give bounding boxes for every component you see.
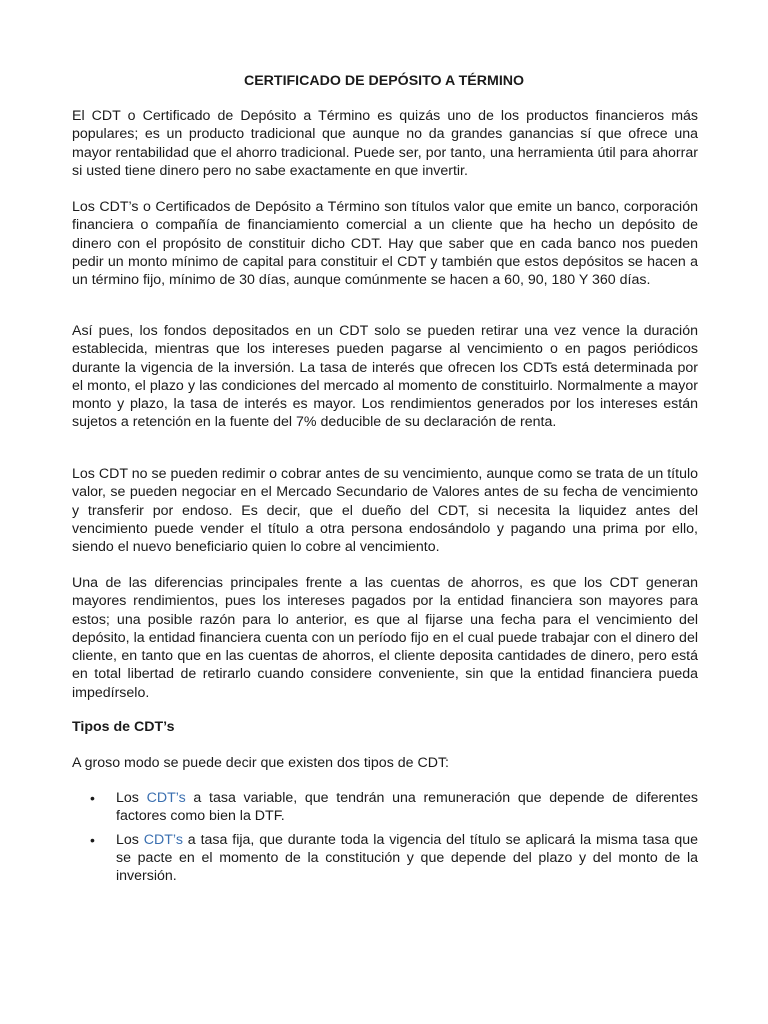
bullet-prefix: Los bbox=[116, 790, 147, 806]
cdt-link[interactable]: CDT’s bbox=[146, 790, 186, 806]
bullet-icon: • bbox=[90, 831, 95, 848]
document-title: CERTIFICADO DE DEPÓSITO A TÉRMINO bbox=[243, 73, 525, 89]
paragraph-intro: El CDT o Certificado de Depósito a Término es quizás uno de los productos financieros más populares; es un producto tradicional que aunque no da grandes ganancias sí que ofrece una mayor rentabilidad que el ahorro tradicional. Puede ser, por tanto, una herramienta útil para ahorrar si usted tiene dinero pero no sabe exactamente en que invertir. bbox=[72, 108, 698, 179]
bullet-text: a tasa variable, que tendrán una remuneración que depende de diferentes factores como bien la DTF. bbox=[116, 790, 698, 825]
paragraph-definition: Los CDT’s o Certificados de Depósito a Término son títulos valor que emite un banco, corporación financiera o compañía de financiamiento comercial a un cliente que ha hecho un depósito de dinero con el propósito de constituir dicho CDT. Hay que saber que en cada banco nos pueden pedir un monto mínimo de capital para constituir el CDT y también que estos depósitos se hacen a un término fijo, mínimo de 30 días, aunque comúnmente se hacen a 60, 90, 180 Y 360 días. bbox=[72, 199, 698, 289]
cdt-link[interactable]: CDT’s bbox=[143, 831, 183, 848]
bullet-text: a tasa fija, que durante toda la vigencia del título se aplicará la misma tasa que se pacte en el momento de la constitución y que depende del plazo y del monto de la inversión. bbox=[116, 831, 698, 885]
paragraph-funds: Así pues, los fondos depositados en un CDT solo se pueden retirar una vez vence la duración establecida, mientras que los intereses pueden pagarse al vencimiento o en pagos periódicos durante la vigencia de la inversión. La tasa de interés que ofrecen los CDTs está determinada por el monto, el plazo y las condiciones del mercado al momento de constituirlo. Normalmente a mayor monto y plazo, la tasa de interés es mayor. Los rendimientos generados por los intereses están sujetos a retención en la fuente del 7% deducible de su declaración de renta. bbox=[72, 323, 698, 431]
bullet-icon: • bbox=[90, 790, 95, 806]
list-item bbox=[0, 789, 698, 826]
paragraph-differences: Una de las diferencias principales frente a las cuentas de ahorros, es que los CDT generan mayores rendimientos, pues los intereses pagados por la entidad financiera son mayores para estos; una posible razón para lo anterior, es que al fijarse una fecha para el vencimiento del depósito, la entidad financiera cuenta con un período fijo en el cual puede trabajar con el dinero del cliente, en tanto que en las cuentas de ahorros, el cliente deposita cantidades de dinero, pero está en total libertad de retirarlo cuando considere conveniente, sin que la entidad financiera pueda impedírselo. bbox=[72, 575, 698, 701]
bullet-prefix: Los bbox=[116, 831, 144, 848]
paragraph-redemption: Los CDT no se pueden redimir o cobrar antes de su vencimiento, aunque como se trata de un título valor, se pueden negociar en el Mercado Secundario de Valores antes de su fecha de vencimiento y transferir por endoso. Es decir, que el dueño del CDT, si necesita la liquidez antes del vencimiento puede vender el título a otra persona endosándolo y pagando una prima por ello, siendo el nuevo beneficiario quien lo cobre al vencimiento. bbox=[72, 466, 698, 556]
list-item bbox=[0, 831, 698, 886]
section-heading: Tipos de CDT’s bbox=[72, 719, 175, 735]
types-list bbox=[0, 789, 768, 890]
types-intro: A groso modo se puede decir que existen dos tipos de CDT: bbox=[72, 755, 449, 771]
